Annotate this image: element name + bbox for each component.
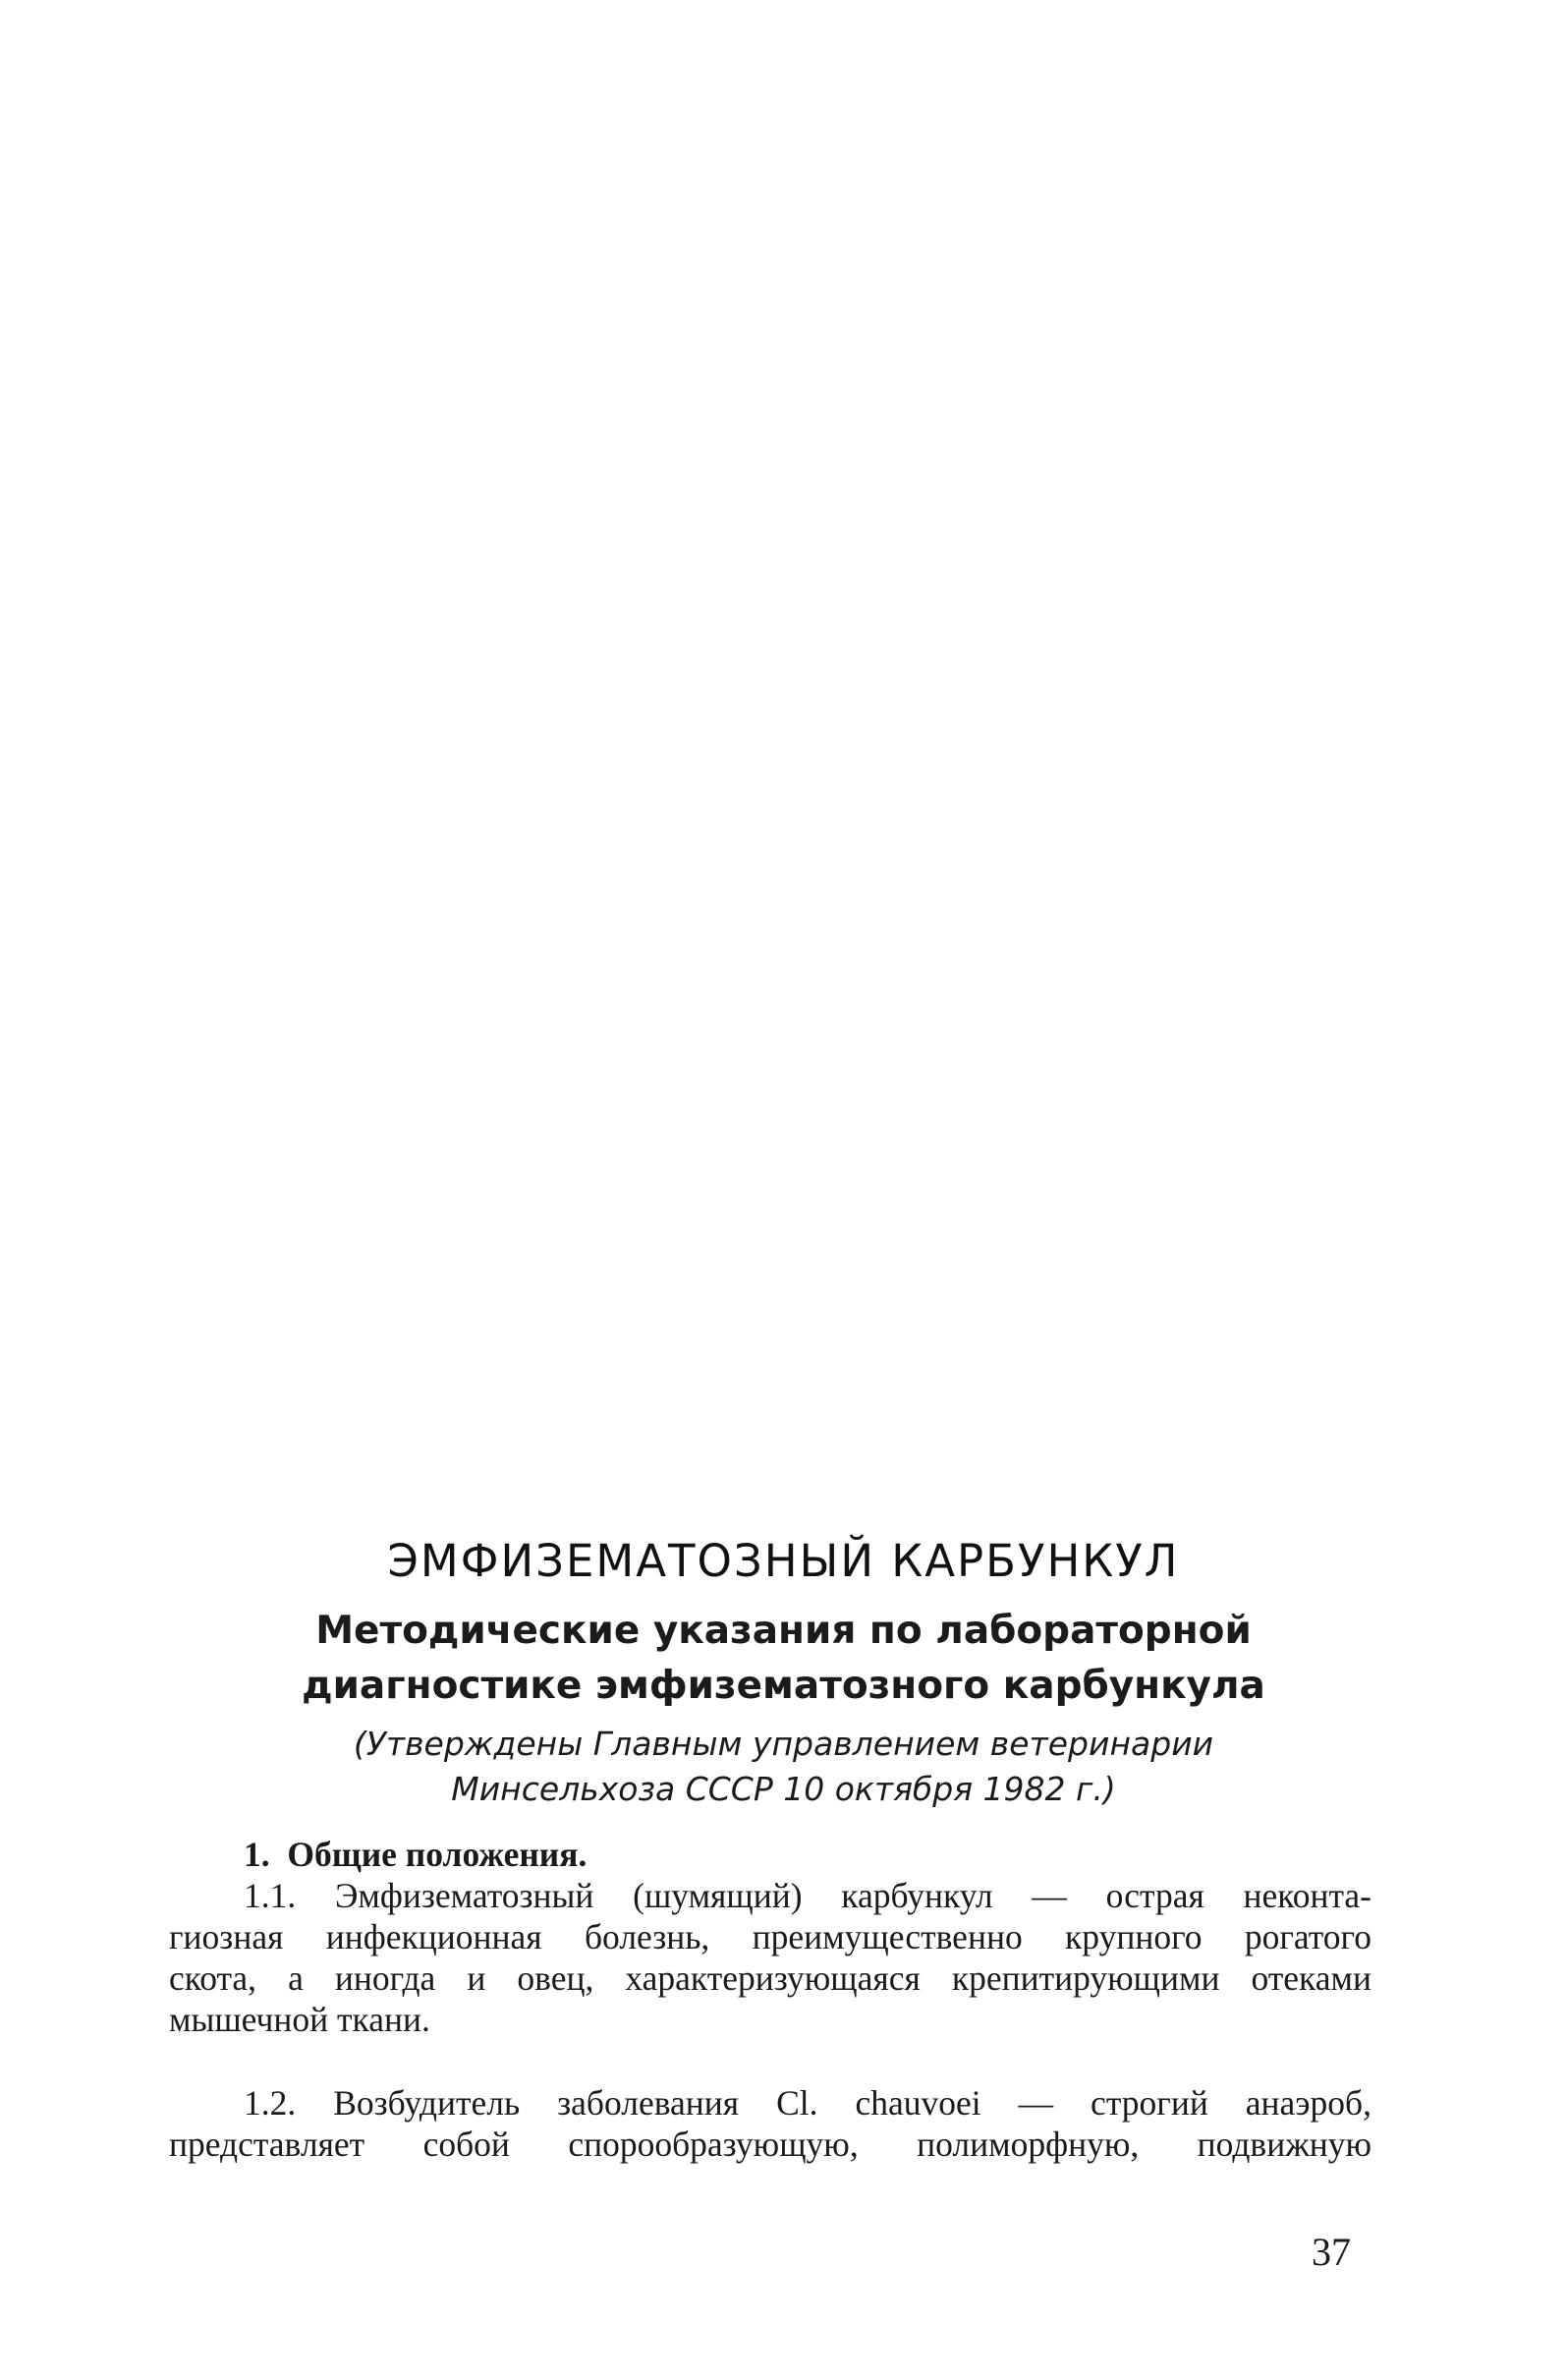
- section-heading: 1. Общие положения.: [244, 1835, 588, 1874]
- subtitle-line-1: Методические указания по лабораторной: [315, 1609, 1252, 1653]
- subtitle-line-2: диагностике эмфизематозного карбункула: [302, 1664, 1265, 1708]
- paragraph-line: представляет собой спорообразующую, полиморфную, подвижную: [169, 2125, 1371, 2164]
- paragraph-1-2: [169, 2082, 1371, 2165]
- paragraph-line: скота, а иногда и овец, характеризующаяся крепитирующими отеками: [169, 1958, 1371, 1998]
- paragraph-line: гиозная инфекционная болезнь, преимущественно крупного рогатого: [169, 1917, 1371, 1956]
- approval-line-2: Минсельхоза СССР 10 октября 1982 г.): [451, 1770, 1116, 1808]
- paragraph-line: мышечной ткани.: [169, 2000, 430, 2039]
- document-title: ЭМФИЗЕМАТОЗНЫЙ КАРБУНКУЛ: [387, 1535, 1180, 1587]
- approval-line-1: (Утверждены Главным управлением ветеринарии: [353, 1725, 1214, 1763]
- approval-note: [0, 1722, 1567, 1812]
- document-subtitle: [0, 1604, 1567, 1714]
- paragraph-line: 1.1. Эмфизематозный (шумящий) карбункул — острая неконта-: [244, 1876, 1371, 1915]
- paragraph-1-1: [169, 1875, 1371, 2040]
- page-number: 37: [1312, 2230, 1351, 2274]
- paragraph-line: 1.2. Возбудитель заболевания Cl. chauvoei — строгий анаэроб,: [244, 2083, 1371, 2123]
